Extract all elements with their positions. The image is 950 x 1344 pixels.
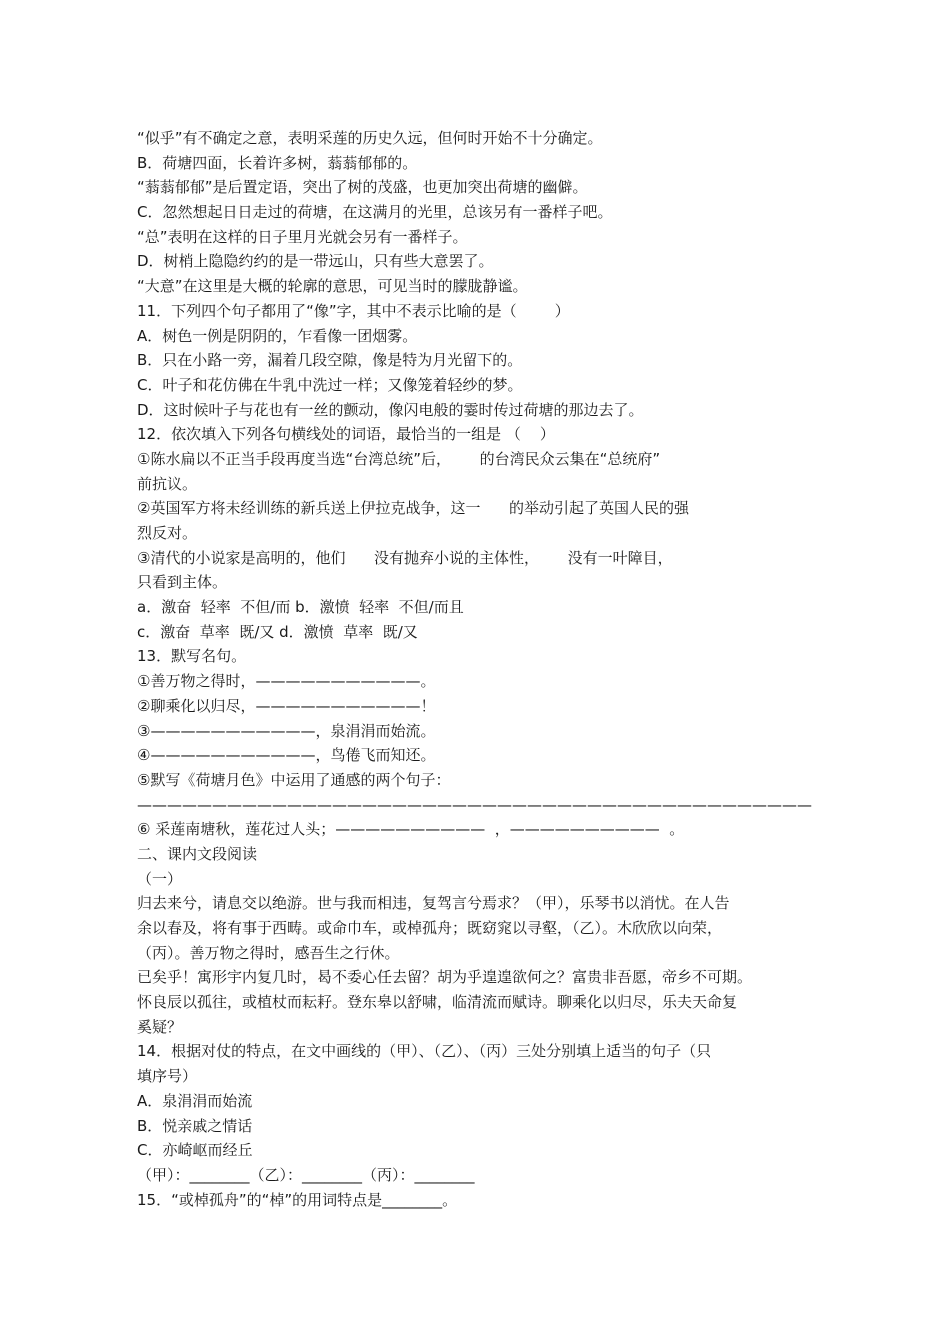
text-line: （甲）：________（乙）：________（丙）：________ — [137, 1165, 475, 1184]
text-line: 13．默写名句。 — [137, 647, 247, 666]
text-line: “大意”在这里是大概的轮廓的意思，可见当时的朦胧静谧。 — [137, 277, 528, 296]
text-line: ①陈水扁以不正当手段再度当选“台湾总统”后， 的台湾民众云集在“总统府” — [137, 449, 661, 468]
text-line: 填序号） — [137, 1067, 198, 1086]
text-line: A．泉涓涓而始流 — [137, 1091, 253, 1110]
text-line: ⑥ 采莲南塘秋，莲花过人头；—————————— ，—————————— 。 — [137, 820, 685, 839]
text-line: D．树梢上隐隐约约的是一带远山，只有些大意罢了。 — [137, 252, 494, 271]
text-line: ②英国军方将未经训练的新兵送上伊拉克战争，这一 的举动引起了英国人民的强 — [137, 499, 690, 518]
text-line: c．激奋 草率 既/又 d．激愤 草率 既/又 — [137, 622, 418, 641]
text-line: B．荷塘四面，长着许多树，蓊蓊郁郁的。 — [137, 153, 418, 172]
text-line: ③———————————，泉涓涓而始流。 — [137, 721, 436, 740]
text-line: ①善万物之得时，———————————。 — [137, 672, 436, 691]
text-line: 二、课内文段阅读 — [137, 844, 258, 863]
text-line: 12．依次填入下列各句横线处的词语，最恰当的一组是 （ ） — [137, 425, 555, 444]
text-line: D．这时候叶子与花也有一丝的颤动，像闪电般的霎时传过荷塘的那边去了。 — [137, 400, 644, 419]
text-line: 已矣乎！寓形宇内复几时，曷不委心任去留？胡为乎遑遑欲何之？富贵非吾愿，帝乡不可期。 — [137, 968, 753, 987]
text-line: A．树色一例是阴阴的，乍看像一团烟雾。 — [137, 326, 418, 345]
text-line: 前抗议。 — [137, 474, 198, 493]
text-line: 烈反对。 — [137, 524, 198, 542]
text-line: 14．根据对仗的特点，在文中画线的（甲）、（乙）、（丙）三处分别填上适当的句子（只 — [137, 1042, 712, 1061]
text-line: “似乎”有不确定之意，表明采莲的历史久远，但何时开始不十分确定。 — [137, 129, 603, 147]
text-line: C．忽然想起日日走过的荷塘，在这满月的光里，总该另有一番样子吧。 — [137, 203, 613, 222]
text-line: 11．下列四个句子都用了“像”字，其中不表示比喻的是（ ） — [137, 301, 570, 320]
text-line: 怀良辰以孤往，或植杖而耘耔。登东皋以舒啸，临清流而赋诗。聊乘化以归尽，乐夫天命复 — [137, 993, 738, 1012]
text-line: 15．“或棹孤舟”的“棹”的用词特点是________。 — [137, 1190, 458, 1209]
text-line: ③清代的小说家是高明的，他们 没有抛弃小说的主体性， 没有一叶障目， — [137, 548, 673, 567]
text-line: ⑤默写《荷塘月色》中运用了通感的两个句子： — [137, 770, 451, 789]
text-line: 余以春及，将有事于西畴。或命巾车，或棹孤舟；既窈窕以寻壑，（乙）。木欣欣以向荣， — [137, 919, 723, 937]
text-line: 只看到主体。 — [137, 573, 228, 592]
text-line: B．悦亲戚之情话 — [137, 1116, 253, 1135]
text-line: 奚疑？ — [137, 1017, 183, 1036]
text-line: ②聊乘化以归尽，———————————！ — [137, 696, 436, 715]
text-line: C．亦崎岖而经丘 — [137, 1141, 253, 1160]
text-line: a．激奋 轻率 不但/而 b．激愤 轻率 不但/而且 — [137, 598, 464, 617]
text-line: “蓊蓊郁郁”是后置定语，突出了树的茂盛，也更加突出荷塘的幽僻。 — [137, 178, 588, 197]
document-body — [137, 126, 827, 1212]
text-line: （一） — [137, 869, 183, 888]
text-line: B．只在小路一旁，漏着几段空隙，像是特为月光留下的。 — [137, 351, 523, 370]
text-line: ————————————————————————————————————————————— — [137, 795, 812, 814]
text-line: 归去来兮，请息交以绝游。世与我而相违，复驾言兮焉求？（甲），乐琴书以消忧。在人告 — [137, 894, 730, 913]
text-line: C．叶子和花仿佛在牛乳中洗过一样；又像笼着轻纱的梦。 — [137, 375, 523, 394]
text-line: ④———————————，鸟倦飞而知还。 — [137, 746, 436, 765]
text-line: “总”表明在这样的日子里月光就会另有一番样子。 — [137, 227, 468, 246]
text-line: （丙）。善万物之得时，感吾生之行休。 — [137, 943, 400, 962]
